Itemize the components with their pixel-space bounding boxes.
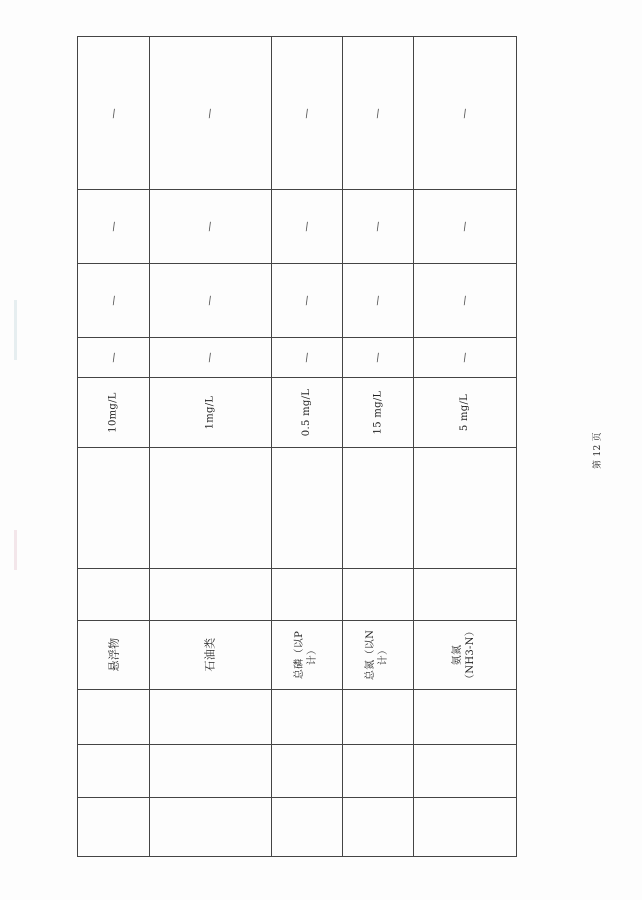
pollutant-name-cell bbox=[413, 620, 516, 689]
pollutant-name-cell: 石油类 bbox=[203, 637, 217, 672]
table-cell: / bbox=[303, 350, 310, 364]
limit-value-cell: 10mg/L bbox=[107, 391, 119, 433]
pollutant-name-cell bbox=[342, 620, 413, 689]
table-cell: / bbox=[110, 350, 117, 364]
table-cell: / bbox=[207, 350, 213, 364]
pollutant-name-line: 氨氮 bbox=[452, 644, 464, 665]
pollutant-name-line: 总磷（以P bbox=[294, 630, 306, 679]
table-cell: / bbox=[461, 106, 468, 120]
scan-artifact bbox=[14, 300, 17, 360]
table-cell: / bbox=[374, 350, 381, 364]
pollutant-name-line: （NH3-N） bbox=[465, 625, 477, 684]
table-cell: / bbox=[110, 293, 117, 307]
table-cell: / bbox=[303, 219, 310, 233]
table-cell: / bbox=[207, 293, 213, 307]
table-cell: / bbox=[461, 293, 468, 307]
table-cell: / bbox=[461, 219, 468, 233]
table-cell: / bbox=[207, 106, 213, 120]
grid-line bbox=[78, 744, 516, 745]
limit-value-cell: 15 mg/L bbox=[372, 390, 383, 434]
page-number: 第 12 页 bbox=[592, 431, 603, 469]
table-cell: / bbox=[374, 219, 381, 233]
pollutant-name-cell bbox=[271, 620, 342, 689]
table-cell: / bbox=[303, 106, 310, 120]
table-cell: / bbox=[110, 219, 117, 233]
limit-value-cell: 5 mg/L bbox=[459, 393, 470, 431]
grid-line bbox=[78, 447, 516, 448]
pollutant-name-line: 计） bbox=[307, 644, 319, 665]
table-cell: / bbox=[303, 293, 310, 307]
limit-value-cell: 0.5 mg/L bbox=[300, 388, 312, 436]
pollutant-name-line: 计） bbox=[378, 644, 390, 665]
table-cell: / bbox=[461, 350, 468, 364]
pollutant-name-line: 总氮（以N bbox=[365, 629, 377, 680]
table-cell: / bbox=[374, 106, 381, 120]
pollutant-limit-table bbox=[77, 36, 517, 857]
limit-value-cell: 1mg/L bbox=[204, 395, 216, 429]
table-cell: / bbox=[207, 219, 213, 233]
grid-line bbox=[78, 568, 516, 569]
scan-artifact bbox=[14, 530, 17, 570]
grid-line bbox=[78, 797, 516, 798]
table-cell: / bbox=[374, 293, 381, 307]
grid-line bbox=[78, 689, 516, 690]
pollutant-name-cell: 悬浮物 bbox=[107, 637, 120, 672]
table-cell: / bbox=[110, 106, 117, 120]
